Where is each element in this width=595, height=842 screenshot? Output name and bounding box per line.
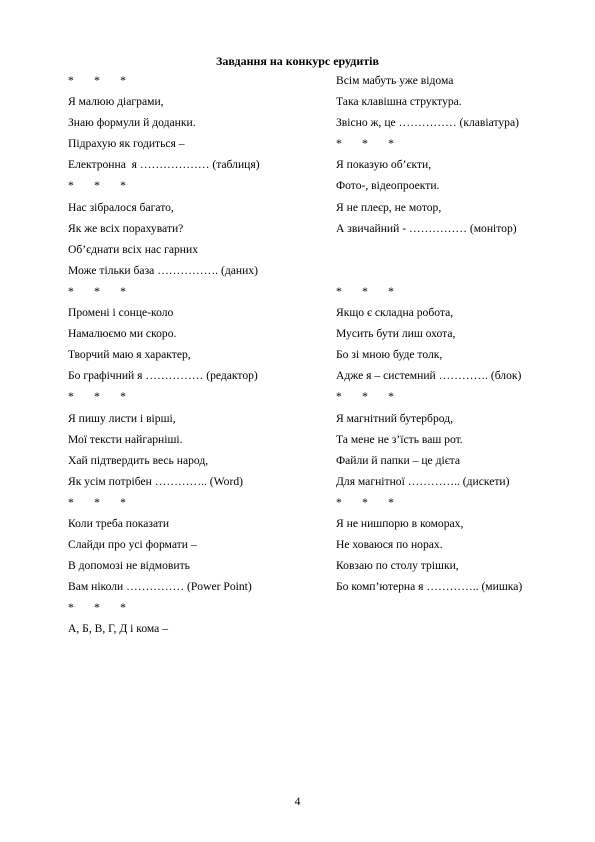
poem-line: Якщо є складна робота, (336, 306, 454, 320)
poem-line: Для магнітної ………….. (дискети) (336, 474, 510, 488)
poem-line: Як же всіх порахувати? (68, 221, 184, 235)
page-title: Завдання на конкурс ерудитів (215, 54, 379, 68)
stanza-separator: * * * (68, 390, 126, 404)
poem-line: Бо графічний я …………… (редактор) (68, 369, 258, 383)
right-column (336, 70, 576, 597)
poem-line: Звісно ж, це …………… (клавіатура) (336, 116, 519, 130)
poem-line: А, Б, В, Г, Д і кома – (68, 622, 168, 636)
stanza-separator: * * * (336, 137, 394, 151)
poem-line: Адже я – системний …………. (блок) (336, 369, 522, 383)
poem-line: Всім мабуть уже відома (336, 74, 454, 87)
poem-line: Фото-, відеопроекти. (336, 179, 440, 193)
stanza-separator: * * * (336, 284, 394, 298)
poem-line: Творчий маю я характер, (68, 348, 191, 362)
stanza-separator: * * * (68, 284, 126, 298)
blank-line (336, 239, 576, 260)
poem-line: Я малюю діаграми, (68, 95, 164, 109)
poem-line: Вам ніколи …………… (Power Point) (68, 580, 252, 594)
stanza-separator: * * * (68, 179, 126, 193)
poem-line: Файли й папки – це дієта (336, 453, 461, 467)
poem-line: Я показую об’єкти, (336, 158, 432, 172)
poem-line: Мусить бути лиш охота, (336, 327, 456, 341)
poem-line: Знаю формули й доданки. (68, 116, 196, 130)
poem-line: Об’єднати всіх нас гарних (68, 242, 198, 256)
left-column (68, 70, 328, 640)
poem-line: Нас зібралося багато, (68, 200, 174, 214)
poem-line: Коли треба показати (68, 516, 170, 530)
stanza-separator: * * * (336, 495, 394, 509)
poem-line: Підрахую як годиться – (68, 137, 185, 151)
poem-line: Бо комп’ютерна я ………….. (мишка) (336, 580, 523, 594)
poem-line: Мої тексти найгарніші. (68, 432, 183, 446)
poem-line: Як усім потрібен ………….. (Word) (68, 474, 243, 488)
poem-line: В допомозі не відмовить (68, 559, 190, 573)
poem-line: А звичайний - …………… (монітор) (336, 221, 517, 235)
poem-line: Ковзаю по столу трішки, (336, 559, 459, 573)
blank-line (336, 260, 576, 281)
stanza-separator: * * * (68, 495, 126, 509)
poem-line: Така клавішна структура. (336, 95, 462, 109)
poem-line: Слайди про усі формати – (68, 538, 197, 552)
poem-line: Хай підтвердить весь народ, (68, 453, 209, 467)
poem-line: Я не плеєр, не мотор, (336, 200, 442, 214)
poem-line: Я не нишпорю в коморах, (336, 516, 464, 530)
page-number: 4 (294, 795, 301, 808)
stanza-separator: * * * (336, 390, 394, 404)
poem-line: Електронна я ……………… (таблиця) (68, 158, 260, 172)
poem-line: Намалюємо ми скоро. (68, 327, 177, 341)
stanza-separator: * * * (68, 601, 126, 615)
poem-line: Я магнітний бутерброд, (336, 411, 454, 425)
poem-line: Бо зі мною буде толк, (336, 348, 443, 362)
poem-line: Не ховаюся по норах. (336, 538, 443, 552)
poem-line: Я пишу листи і вірші, (68, 411, 176, 425)
poem-line: Може тільки база ……………. (даних) (68, 263, 258, 277)
poem-line: Та мене не з’їсть ваш рот. (336, 432, 463, 446)
poem-line: Промені і сонце-коло (68, 306, 174, 320)
stanza-separator: * * * (68, 74, 126, 87)
